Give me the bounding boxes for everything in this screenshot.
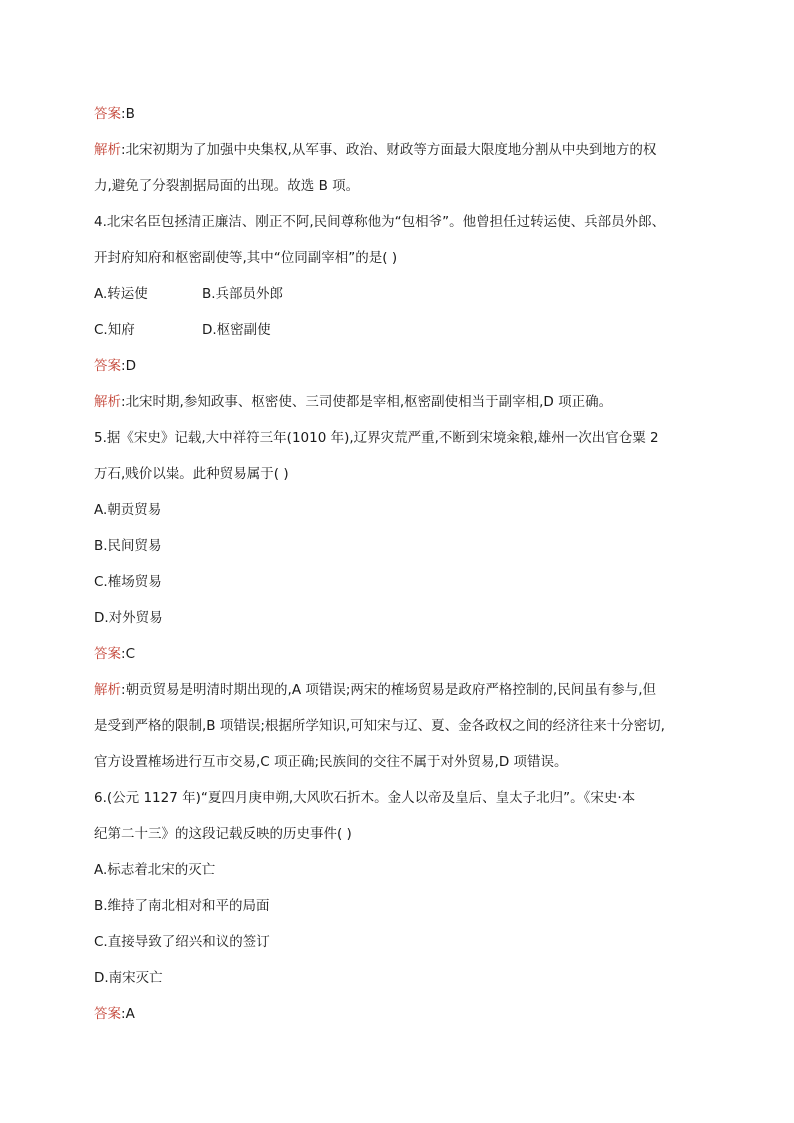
q4-options-row2: [94, 320, 754, 340]
q5-option-d[interactable]: D.对外贸易: [94, 610, 163, 626]
q6-option-a[interactable]: A.标志着北宋的灭亡: [94, 862, 216, 878]
q6-answer: [94, 1004, 754, 1024]
answer-value: C: [125, 646, 135, 662]
prev-explanation-line2: 力,避免了分裂割据局面的出现。故选 B 项。: [94, 178, 360, 194]
q4-explanation: [94, 392, 754, 412]
answer-label: 答案: [94, 106, 121, 122]
answer-sep: :: [121, 106, 126, 122]
answer-sep: :: [121, 1006, 126, 1022]
answer-label: 答案: [94, 1006, 121, 1022]
q4-options-row1: [94, 284, 754, 304]
answer-value: B: [125, 106, 135, 122]
answer-sep: :: [121, 358, 126, 374]
q4-option-c[interactable]: C.知府: [94, 322, 135, 338]
q4-option-d[interactable]: D.枢密副使: [202, 322, 271, 338]
q6-option-d[interactable]: D.南宋灭亡: [94, 970, 163, 986]
answer-label: 答案: [94, 646, 121, 662]
q4-stem-line1: 4.北宋名臣包拯清正廉洁、刚正不阿,民间尊称他为“包相爷”。他曾担任过转运使、兵部员外郎、: [94, 214, 666, 230]
q5-explanation-line1: [94, 680, 754, 700]
explanation-label: 解析: [94, 682, 121, 698]
explanation-label: 解析: [94, 142, 121, 158]
q4-stem-line2: 开封府知府和枢密副使等,其中“位同副宰相”的是( ): [94, 250, 398, 266]
q4-option-a[interactable]: A.转运使: [94, 286, 148, 302]
q5-option-c[interactable]: C.榷场贸易: [94, 574, 162, 590]
q5-stem-line1: 5.据《宋史》记载,大中祥符三年(1010 年),辽界灾荒严重,不断到宋境籴粮,雄州一次出官仓粟 2: [94, 430, 659, 446]
answer-value: D: [125, 358, 136, 374]
q5-explanation-line3: 官方设置榷场进行互市交易,C 项正确;民族间的交往不属于对外贸易,D 项错误。: [94, 754, 568, 770]
q5-option-a[interactable]: A.朝贡贸易: [94, 502, 162, 518]
q4-option-b[interactable]: B.兵部员外郎: [202, 286, 284, 302]
q6-stem-line1: 6.(公元 1127 年)“夏四月庚申朔,大风吹石折木。金人以帝及皇后、皇太子北归”。《宋史·本: [94, 790, 636, 806]
q5-explanation-line2: 是受到严格的限制,B 项错误;根据所学知识,可知宋与辽、夏、金各政权之间的经济往来十分密切,: [94, 718, 665, 734]
prev-explanation-line1: [94, 140, 754, 160]
explanation-sep: :: [121, 394, 126, 410]
answer-sep: :: [121, 646, 126, 662]
explanation-text: 朝贡贸易是明清时期出现的,A 项错误;两宋的榷场贸易是政府严格控制的,民间虽有参与,但: [125, 682, 657, 698]
q5-answer: [94, 644, 754, 664]
answer-label: 答案: [94, 358, 121, 374]
explanation-text: 北宋时期,参知政事、枢密使、三司使都是宰相,枢密副使相当于副宰相,D 项正确。: [125, 394, 613, 410]
explanation-label: 解析: [94, 394, 121, 410]
prev-answer: [94, 104, 754, 124]
explanation-sep: :: [121, 682, 126, 698]
q6-stem-line2: 纪第二十三》的这段记载反映的历史事件( ): [94, 826, 352, 842]
q6-option-c[interactable]: C.直接导致了绍兴和议的签订: [94, 934, 270, 950]
q6-option-b[interactable]: B.维持了南北相对和平的局面: [94, 898, 270, 914]
q5-option-b[interactable]: B.民间贸易: [94, 538, 162, 554]
explanation-text: 北宋初期为了加强中央集权,从军事、政治、财政等方面最大限度地分割从中央到地方的权: [125, 142, 657, 158]
q5-stem-line2: 万石,贱价以粜。此种贸易属于( ): [94, 466, 289, 482]
q4-answer: [94, 356, 754, 376]
explanation-sep: :: [121, 142, 126, 158]
answer-value: A: [125, 1006, 135, 1022]
